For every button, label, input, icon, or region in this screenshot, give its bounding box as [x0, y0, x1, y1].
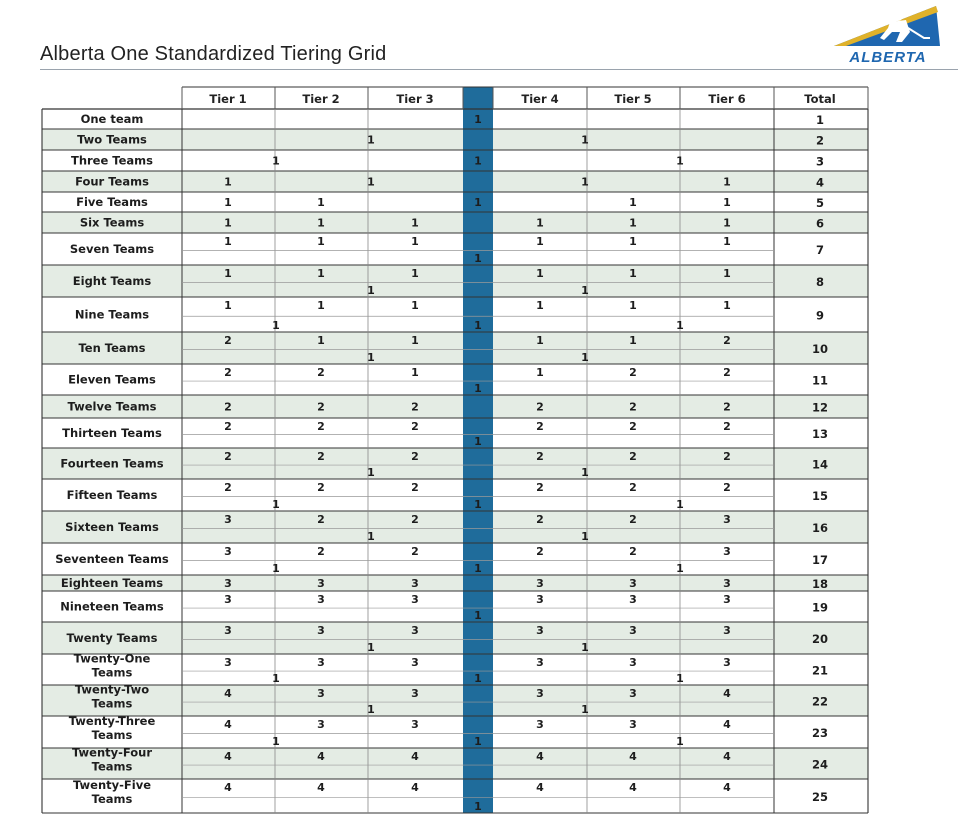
merged-tier-value: 1 — [474, 735, 482, 748]
row-total: 18 — [811, 577, 829, 591]
merged-tier-value: 1 — [676, 562, 684, 575]
tier-cell-value: 2 — [224, 334, 232, 347]
tier-cell-value: 2 — [411, 481, 419, 494]
row-shading — [42, 622, 868, 654]
tier-cell-value: 3 — [723, 593, 731, 606]
row-total: 21 — [811, 663, 829, 678]
row-total: 12 — [811, 400, 829, 415]
row-label: Twenty Teams — [66, 631, 158, 645]
row-total: 2 — [815, 133, 825, 148]
tier-cell-value: 2 — [629, 513, 637, 526]
merged-tier-value: 1 — [367, 530, 375, 543]
row-shading — [42, 212, 868, 233]
tier-cell-value: 1 — [411, 334, 419, 347]
tier-cell-value: 1 — [723, 196, 731, 209]
tier-cell-value: 2 — [317, 513, 325, 526]
tier-cell-value: 3 — [629, 577, 637, 590]
row-label: Nine Teams — [74, 307, 150, 322]
tier-cell-value: 4 — [536, 781, 544, 794]
tier-cell-value: 1 — [411, 235, 419, 248]
row-label: Twenty-Two Teams — [74, 682, 150, 711]
tier-cell-value: 2 — [224, 481, 232, 494]
row-total: 20 — [811, 632, 829, 646]
merged-tier-value: 1 — [581, 175, 589, 189]
tier-cell-value: 1 — [411, 299, 419, 312]
logo-wordmark: ALBERTA — [849, 49, 927, 66]
tier-cell-value: 3 — [224, 656, 232, 669]
tier-cell-value: 2 — [411, 450, 419, 463]
tier-cell-value: 2 — [629, 400, 637, 414]
row-shading — [42, 745, 868, 779]
row-label: Nineteen Teams — [60, 599, 164, 614]
tier-cell-value: 1 — [536, 216, 544, 230]
tier-cell-value: 2 — [629, 420, 637, 433]
row-label: Twenty-One Teams — [73, 651, 151, 680]
tier-cell-value: 1 — [723, 267, 731, 280]
row-label: Eighteen Teams — [60, 576, 164, 590]
tier-cell-value: 3 — [629, 624, 637, 637]
row-shading — [42, 265, 868, 297]
tier-cell-value: 3 — [411, 718, 419, 731]
tier-cell-value: 1 — [723, 235, 731, 248]
row-label: Twelve Teams — [67, 399, 157, 414]
total-header: Total — [804, 92, 836, 106]
tier-cell-value: 3 — [224, 624, 232, 637]
tier-cell-value: 3 — [629, 718, 637, 731]
tier-cell-value: 2 — [723, 481, 731, 494]
tier-cell-value: 4 — [723, 781, 731, 794]
row-label: Four Teams — [75, 174, 149, 189]
merged-tier-value: 1 — [272, 498, 280, 511]
row-shading — [42, 448, 868, 479]
tier-cell-value: 2 — [629, 545, 637, 558]
row-total: 17 — [811, 553, 829, 567]
tier-cell-value: 1 — [536, 366, 544, 379]
tier-cell-value: 4 — [723, 750, 731, 763]
row-label: Seventeen Teams — [55, 552, 169, 566]
tier-cell-value: 1 — [411, 366, 419, 379]
tier-cell-value: 3 — [224, 545, 232, 558]
tier-cell-value: 2 — [317, 545, 325, 558]
tier-cell-value: 3 — [317, 718, 325, 731]
tier-cell-value: 2 — [536, 481, 544, 494]
row-label: Sixteen Teams — [65, 520, 159, 534]
merged-tier-value: 1 — [581, 133, 589, 147]
merged-tier-value: 1 — [272, 672, 280, 685]
tier-cell-value: 2 — [536, 513, 544, 526]
tier-cell-value: 4 — [629, 750, 637, 763]
tier-header-1: Tier 1 — [209, 92, 247, 106]
merged-tier-value: 1 — [367, 175, 375, 189]
tier-cell-value: 1 — [723, 299, 731, 312]
tier-cell-value: 1 — [317, 267, 325, 280]
tier-cell-value: 2 — [317, 450, 325, 463]
merged-tier-value: 1 — [474, 382, 482, 395]
merged-tier-value: 1 — [581, 530, 589, 543]
tier-cell-value: 3 — [317, 593, 325, 606]
tier-cell-value: 1 — [224, 216, 232, 230]
row-shading — [42, 332, 868, 364]
row-label: Eight Teams — [72, 274, 152, 288]
tier-header-4: Tier 4 — [521, 92, 559, 106]
tier-cell-value: 1 — [536, 267, 544, 280]
tier-cell-value: 1 — [317, 216, 325, 230]
merged-tier-value: 1 — [474, 113, 482, 126]
tier-cell-value: 2 — [224, 420, 232, 433]
merged-tier-value: 1 — [367, 703, 375, 716]
tier-cell-value: 3 — [411, 656, 419, 669]
merged-tier-value: 1 — [581, 703, 589, 716]
merged-tier-value: 1 — [474, 498, 482, 511]
merged-tier-value: 1 — [367, 351, 375, 364]
merged-tier-value: 1 — [676, 498, 684, 511]
row-shading — [42, 395, 868, 418]
tier-cell-value: 3 — [723, 577, 731, 590]
tier-cell-value: 2 — [536, 450, 544, 463]
merged-tier-value: 1 — [581, 284, 589, 297]
tier-cell-value: 3 — [723, 624, 731, 637]
tier-cell-value: 3 — [317, 687, 325, 700]
tier-cell-value: 2 — [317, 366, 325, 379]
merged-tier-value: 1 — [474, 196, 482, 209]
merged-tier-value: 1 — [581, 351, 589, 364]
tier-header-6: Tier 6 — [708, 92, 746, 106]
tier-cell-value: 1 — [629, 299, 637, 312]
row-total: 10 — [811, 342, 829, 356]
tier-cell-value: 3 — [536, 687, 544, 700]
page-title: Alberta One Standardized Tiering Grid — [40, 43, 387, 65]
tier-cell-value: 3 — [411, 687, 419, 700]
row-total: 15 — [811, 489, 829, 503]
row-label: One team — [80, 112, 144, 126]
row-label: Two Teams — [77, 132, 147, 147]
row-label: Twenty-Four Teams — [71, 745, 153, 774]
tier-cell-value: 3 — [536, 656, 544, 669]
merged-tier-value: 1 — [367, 133, 375, 147]
row-total: 24 — [811, 757, 829, 772]
tier-cell-value: 1 — [536, 334, 544, 347]
row-label: Twenty-Five Teams — [72, 778, 152, 806]
tier-cell-value: 2 — [536, 545, 544, 558]
merged-tier-value: 1 — [272, 562, 280, 575]
tier-cell-value: 1 — [317, 334, 325, 347]
merged-tier-value: 1 — [474, 672, 482, 685]
tier-cell-value: 4 — [629, 781, 637, 794]
merged-tier-value: 1 — [272, 154, 280, 168]
row-label: Thirteen Teams — [62, 426, 162, 440]
tier-cell-value: 2 — [317, 481, 325, 494]
tier-cell-value: 3 — [224, 593, 232, 606]
merged-tier-value: 1 — [474, 562, 482, 575]
merged-tier-value: 1 — [474, 435, 482, 448]
tier-cell-value: 1 — [317, 196, 325, 209]
merged-tier-value: 1 — [474, 800, 482, 813]
tier-cell-value: 2 — [723, 450, 731, 463]
tier-cell-value: 2 — [224, 366, 232, 379]
merged-tier-value: 1 — [474, 252, 482, 265]
tier-cell-value: 4 — [317, 781, 325, 794]
row-label: Twenty-Three Teams — [68, 714, 156, 742]
tier-cell-value: 2 — [317, 420, 325, 433]
row-total: 7 — [815, 243, 825, 257]
row-total: 5 — [815, 196, 825, 210]
row-shading — [42, 129, 868, 150]
tier-cell-value: 2 — [723, 400, 731, 414]
tier-cell-value: 1 — [317, 299, 325, 312]
row-label: Seven Teams — [69, 242, 155, 256]
tier-cell-value: 4 — [411, 750, 419, 763]
tier-cell-value: 3 — [629, 656, 637, 669]
row-total: 19 — [811, 600, 829, 615]
row-total: 22 — [811, 694, 829, 709]
tier-header-2: Tier 2 — [302, 92, 340, 106]
merged-tier-value: 1 — [676, 319, 684, 332]
tier-cell-value: 1 — [411, 216, 419, 230]
merged-tier-value: 1 — [474, 319, 482, 332]
tier-cell-value: 3 — [536, 624, 544, 637]
merged-tier-value: 1 — [367, 466, 375, 479]
row-total: 4 — [815, 175, 825, 190]
tier-cell-value: 4 — [723, 718, 731, 731]
tier-cell-value: 2 — [224, 450, 232, 463]
tier-cell-value: 2 — [317, 400, 325, 414]
merged-tier-value: 1 — [581, 641, 589, 654]
tier-cell-value: 3 — [411, 624, 419, 637]
row-total: 14 — [811, 457, 829, 472]
tier-cell-value: 1 — [723, 175, 731, 189]
tier-cell-value: 2 — [723, 334, 731, 347]
merged-tier-value: 1 — [676, 735, 684, 748]
tier-cell-value: 1 — [629, 196, 637, 209]
tier-cell-value: 1 — [723, 216, 731, 230]
row-total: 11 — [811, 373, 829, 388]
tier-cell-value: 1 — [224, 196, 232, 209]
row-label: Three Teams — [70, 153, 154, 168]
tier-cell-value: 4 — [224, 687, 232, 700]
tier-cell-value: 3 — [317, 656, 325, 669]
tier-cell-value: 1 — [411, 267, 419, 280]
tier-cell-value: 3 — [629, 593, 637, 606]
tier-cell-value: 1 — [629, 216, 637, 230]
merged-tier-value: 1 — [367, 284, 375, 297]
tier-cell-value: 1 — [224, 175, 232, 189]
tier-cell-value: 3 — [411, 593, 419, 606]
tier-cell-value: 2 — [411, 420, 419, 433]
row-total: 8 — [815, 275, 825, 289]
tier-cell-value: 1 — [224, 235, 232, 248]
row-total: 3 — [815, 154, 825, 169]
tier-cell-value: 3 — [723, 545, 731, 558]
row-label: Six Teams — [79, 215, 145, 230]
tier-cell-value: 1 — [224, 267, 232, 280]
merged-tier-value: 1 — [272, 319, 280, 332]
tier-cell-value: 2 — [723, 366, 731, 379]
tier-cell-value: 3 — [317, 577, 325, 590]
tier-cell-value: 4 — [224, 781, 232, 794]
tier-cell-value: 2 — [629, 481, 637, 494]
row-total: 16 — [811, 521, 829, 535]
tier-cell-value: 2 — [536, 400, 544, 414]
row-total: 23 — [811, 726, 829, 740]
tier-header-5: Tier 5 — [614, 92, 652, 106]
tier-cell-value: 1 — [536, 299, 544, 312]
tier-cell-value: 2 — [411, 545, 419, 558]
tier-cell-value: 4 — [723, 687, 731, 700]
tier-cell-value: 4 — [317, 750, 325, 763]
tier-cell-value: 4 — [224, 718, 232, 731]
merged-tier-value: 1 — [272, 735, 280, 748]
tier-cell-value: 2 — [723, 420, 731, 433]
row-total: 13 — [811, 427, 829, 441]
tier-cell-value: 2 — [224, 400, 232, 414]
tier-cell-value: 4 — [224, 750, 232, 763]
tier-cell-value: 2 — [536, 420, 544, 433]
tier-cell-value: 3 — [723, 656, 731, 669]
tier-cell-value: 3 — [536, 718, 544, 731]
tier-cell-value: 3 — [411, 577, 419, 590]
row-label: Eleven Teams — [68, 372, 156, 387]
row-label: Fourteen Teams — [60, 456, 164, 471]
tier-cell-value: 2 — [411, 513, 419, 526]
row-shading — [42, 171, 868, 192]
merged-tier-value: 1 — [474, 609, 482, 622]
tier-cell-value: 3 — [536, 593, 544, 606]
tier-cell-value: 4 — [536, 750, 544, 763]
row-label: Ten Teams — [78, 341, 146, 355]
tier-cell-value: 3 — [317, 624, 325, 637]
row-total: 25 — [811, 790, 829, 804]
tier-cell-value: 2 — [411, 400, 419, 414]
merged-tier-value: 1 — [676, 672, 684, 685]
row-shading — [42, 682, 868, 716]
tier-cell-value: 1 — [317, 235, 325, 248]
merged-tier-value: 1 — [676, 154, 684, 168]
row-label: Fifteen Teams — [66, 488, 158, 502]
tier-cell-value: 3 — [224, 513, 232, 526]
tier-cell-value: 1 — [629, 267, 637, 280]
tier-header-3: Tier 3 — [396, 92, 434, 106]
merged-tier-value: 1 — [474, 154, 482, 168]
tier-cell-value: 3 — [536, 577, 544, 590]
row-shading — [42, 511, 868, 543]
tier-cell-value: 1 — [629, 334, 637, 347]
tier-cell-value: 2 — [629, 366, 637, 379]
row-shading — [42, 575, 868, 591]
tier-cell-value: 2 — [629, 450, 637, 463]
tier-cell-value: 3 — [629, 687, 637, 700]
row-label: Five Teams — [76, 195, 148, 209]
tier-cell-value: 1 — [629, 235, 637, 248]
tier-cell-value: 1 — [536, 235, 544, 248]
merged-tier-value: 1 — [581, 466, 589, 479]
tier-cell-value: 4 — [411, 781, 419, 794]
merged-tier-value: 1 — [367, 641, 375, 654]
row-total: 1 — [815, 113, 825, 127]
tier-cell-value: 1 — [224, 299, 232, 312]
row-total: 9 — [815, 308, 825, 323]
tier-cell-value: 3 — [723, 513, 731, 526]
row-total: 6 — [815, 216, 825, 231]
tier-cell-value: 3 — [224, 577, 232, 590]
